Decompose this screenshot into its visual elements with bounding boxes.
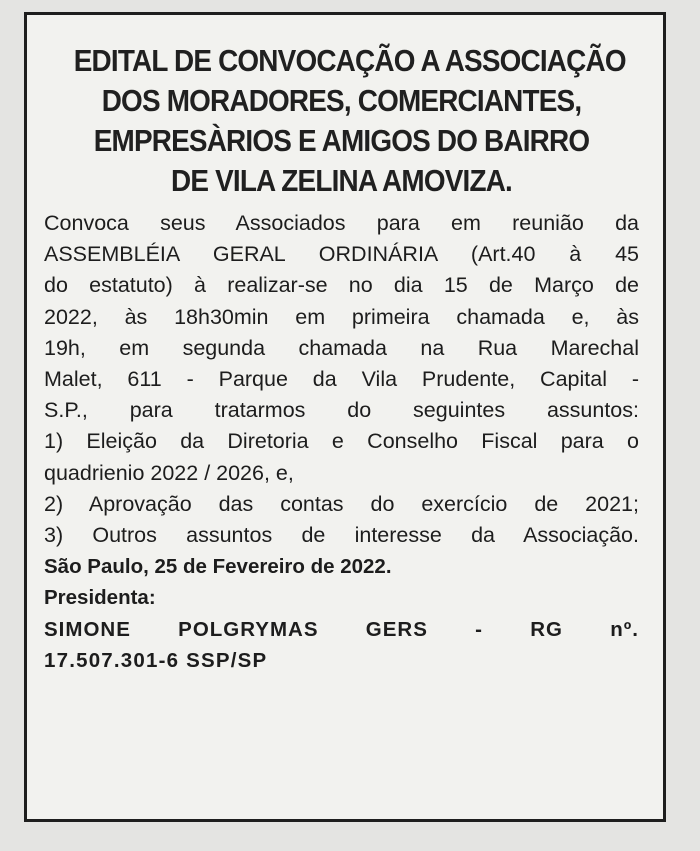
title-line-3: EMPRESÀRIOS E AMIGOS DO BAIRRO (93, 123, 590, 158)
signatory-name: SIMONE POLGRYMAS GERS - RG nº. (44, 617, 639, 641)
signatory-role: Presidenta: (44, 586, 156, 610)
signatory-id: 17.507.301-6 SSP/SP (44, 648, 268, 672)
body-line-4: 2022, às 18h30min em primeira chamada e, às (44, 304, 639, 329)
notice-box (24, 12, 666, 822)
body-line-6: Malet, 611 - Parque da Vila Prudente, Capital - (44, 367, 639, 392)
body-line-2: ASSEMBLÉIA GERAL ORDINÁRIA (Art.40 à 45 (44, 242, 639, 267)
title-line-2: DOS MORADORES, COMERCIANTES, (101, 83, 582, 118)
body-line-3: do estatuto) à realizar-se no dia 15 de Março de (44, 273, 639, 298)
body-line-5: 19h, em segunda chamada na Rua Marechal (44, 335, 639, 360)
body-line-7: S.P., para tratarmos do seguintes assuntos: (44, 398, 639, 423)
agenda-line-3: 2) Aprovação das contas do exercício de 2021; (44, 491, 639, 516)
title-line-1: EDITAL DE CONVOCAÇÃO A ASSOCIAÇÃO (73, 43, 626, 78)
agenda-line-4: 3) Outros assuntos de interesse da Associação. (44, 523, 639, 548)
place-date: São Paulo, 25 de Fevereiro de 2022. (44, 555, 392, 579)
agenda-line-2: quadrienio 2022 / 2026, e, (44, 460, 294, 485)
title-line-4: DE VILA ZELINA AMOVIZA. (171, 163, 512, 198)
body-line-1: Convoca seus Associados para em reunião da (44, 211, 639, 235)
agenda-line-1: 1) Eleição da Diretoria e Conselho Fiscal para o (44, 429, 639, 454)
notice-body (44, 208, 639, 676)
notice-title (73, 41, 626, 201)
